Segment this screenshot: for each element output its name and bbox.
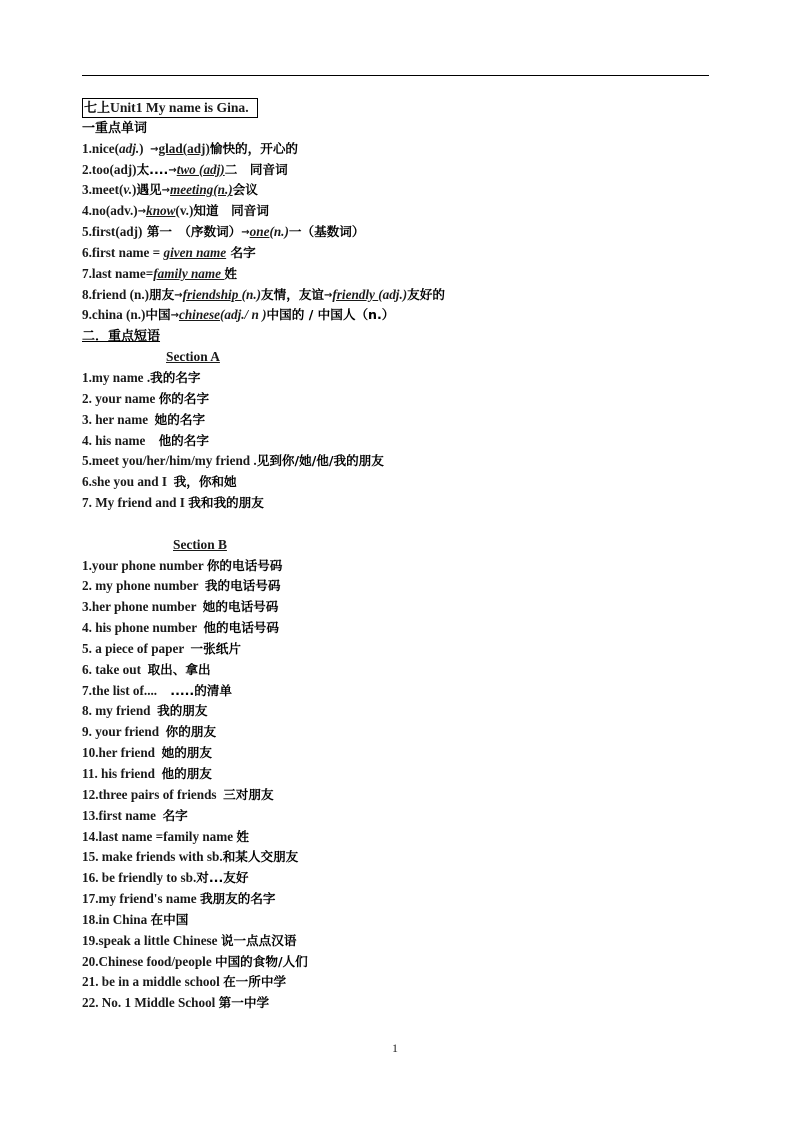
phrase-english: 5.meet you/her/him/my friend . [82,453,257,469]
arrow-icon: → [161,185,171,197]
phrase-chinese: 我的朋友 [157,703,208,719]
grade-label: 七上 [84,101,111,116]
vocab-target: family name [153,265,225,281]
spacer [82,514,712,535]
phrase-chinese: 她的朋友 [161,745,212,761]
phrase-english: 18.in China [82,911,151,927]
phrase-item [82,993,712,1014]
arrow-icon: → [150,143,159,155]
phrase-chinese: 取出、拿出 [147,661,211,677]
vocab-target: two (adj) [176,161,225,177]
unit-title-box [82,98,258,118]
phrase-chinese: 我的名字 [150,369,201,385]
phrase-english: 4. his name [82,432,159,448]
vocab-item: 8.friend (n.)朋友→friendship (n.)友情，友谊→friendly (adj.)友好的 [82,286,445,302]
phrase-chinese: 在一所中学 [223,974,287,990]
phrase-item [82,806,712,827]
vocab-target: given name [163,244,227,260]
vocab-item: 1.nice(adj.) →glad(adj)愉快的，开心的 [82,140,298,156]
page-number: 1 [392,1041,398,1055]
phrase-item [82,556,712,577]
vocab-item: 2.too(adj)太....→two (adj)二 同音词 [82,161,288,177]
section-heading-vocab: 一重点单词 [82,120,148,136]
phrase-english: 13.first name [82,807,163,823]
vocab-item: 5.first(adj) 第一 （序数词）→one(n.)一（基数词） [82,224,365,240]
phrase-english: 7.the list of.... [82,682,171,698]
title-line [82,97,712,118]
phrase-english: 6. take out [82,661,148,677]
phrase-item [82,972,712,993]
vocab-target: chinese [178,307,220,323]
phrase-chinese: 他的名字 [158,432,209,448]
document-body [82,97,712,1014]
arrow-icon: → [174,289,183,301]
phrase-item [82,639,712,660]
phrase-item [82,681,712,702]
phrase-item [82,410,712,431]
vocab-target: glad(adj) [158,140,210,156]
phrase-item [82,701,712,722]
vocab-item: 7.last name=family name 姓 [82,265,237,281]
section-heading-phrases: 二．重点短语 [82,329,161,345]
arrow-icon: → [137,206,147,218]
section-a-list [82,368,712,514]
section-b-list [82,556,712,1015]
phrase-chinese: 我朋友的名字 [199,891,276,907]
phrase-english: 19.speak a little Chinese [82,932,221,948]
phrase-english: 5. a piece of paper [82,640,191,656]
phrase-english: 12.three pairs of friends [82,786,224,802]
phrase-english: 2. your name [82,390,159,406]
vocab-item: 9.china (n.)中国→chinese(adj./ n )中国的 / 中国人（n.） [82,307,395,323]
phrase-english: 20.Chinese food/people [82,953,215,969]
phrase-item [82,576,712,597]
phrase-english: 1.my name . [82,369,151,385]
phrase-english: 3.her phone number [82,599,203,615]
phrase-item [82,952,712,973]
phrase-chinese: .....的清单 [170,682,232,698]
arrow-icon: → [324,289,333,301]
phrase-item [82,472,712,493]
phrase-item [82,451,712,472]
arrow-icon: → [168,164,177,176]
phrase-english: 7. My friend and I [82,495,189,511]
phrase-english: 17.my friend's name [82,891,200,907]
phrase-chinese: 你的朋友 [165,724,217,740]
phrase-item [82,368,712,389]
arrow-icon: → [241,227,250,239]
phrase-item [82,493,712,514]
phrase-chinese: 我，你和她 [173,474,237,490]
phrase-chinese: 第一中学 [218,995,270,1011]
phrase-chinese: 你的电话号码 [206,557,283,573]
phrase-chinese: 见到你/她/他/我的朋友 [256,453,384,469]
phrase-english: 16. be friendly to sb. [82,870,197,886]
phrase-chinese: 一张纸片 [190,640,241,656]
phrase-english: 8. my friend [82,703,158,719]
phrase-item [82,889,712,910]
phrase-item [82,910,712,931]
phrase-english: 10.her friend [82,745,162,761]
phrase-item [82,827,712,848]
phrase-english: 3. her name [82,411,155,427]
phrase-item [82,618,712,639]
phrase-chinese: 名字 [162,807,188,823]
phrase-chinese: 说一点点汉语 [220,932,297,948]
phrase-chinese: 他的朋友 [161,766,212,781]
phrase-english: 2. my phone number [82,578,205,594]
phrase-english: 21. be in a middle school [82,974,224,990]
vocab-target: know [146,203,176,219]
phrase-chinese: 中国的食物/人们 [214,953,308,969]
phrase-item [82,785,712,806]
phrase-item [82,722,712,743]
phrase-chinese: 她的名字 [154,411,206,427]
phrase-chinese: 我和我的朋友 [188,495,264,511]
phrase-chinese: 他的电话号码 [203,620,279,636]
phrase-item [82,847,712,868]
phrase-chinese: 她的电话号码 [202,599,279,615]
vocab-item: 3.meet(v.)遇见→meeting(n.)会议 [82,182,258,198]
phrase-chinese: 对...友好 [196,870,249,886]
phrase-item [82,743,712,764]
phrase-chinese: 和某人交朋友 [222,849,299,865]
phrase-english: 1.your phone number [82,557,207,573]
phrase-chinese: 姓 [236,828,249,844]
phrase-item [82,389,712,410]
vocab-item: 6.first name = given name 名字 [82,244,256,260]
vocab-item: 4.no(adv.)→know(v.)知道 同音词 [82,203,269,219]
section-b-heading: Section B [173,536,227,552]
phrase-chinese: 三对朋友 [223,786,274,802]
phrase-english: 4. his phone number [82,620,204,636]
vocab-target: friendly [332,286,379,302]
arrow-icon: → [170,310,179,322]
phrase-item [82,931,712,952]
phrase-english: 15. make friends with sb. [82,849,223,865]
section-a-heading: Section A [166,349,220,365]
phrase-item [82,660,712,681]
phrase-item [82,868,712,889]
phrase-chinese: 我的电话号码 [204,578,281,594]
header-rule [82,75,709,76]
phrase-chinese: 你的名字 [158,390,210,406]
vocab-target: one [249,224,270,240]
phrase-english: 11. his friend [82,766,162,781]
phrase-english: 9. your friend [82,724,166,740]
unit-title: Unit1 My name is Gina. [110,100,249,115]
phrase-chinese: 在中国 [150,911,189,927]
phrase-english: 14.last name =family name [82,828,237,844]
phrase-item [82,764,712,785]
vocab-target: friendship [182,286,242,302]
vocab-target: meeting(n.) [170,182,233,198]
phrase-item [82,431,712,452]
phrase-english: 6.she you and I [82,474,174,490]
phrase-item [82,597,712,618]
phrase-english: 22. No. 1 Middle School [82,995,219,1011]
